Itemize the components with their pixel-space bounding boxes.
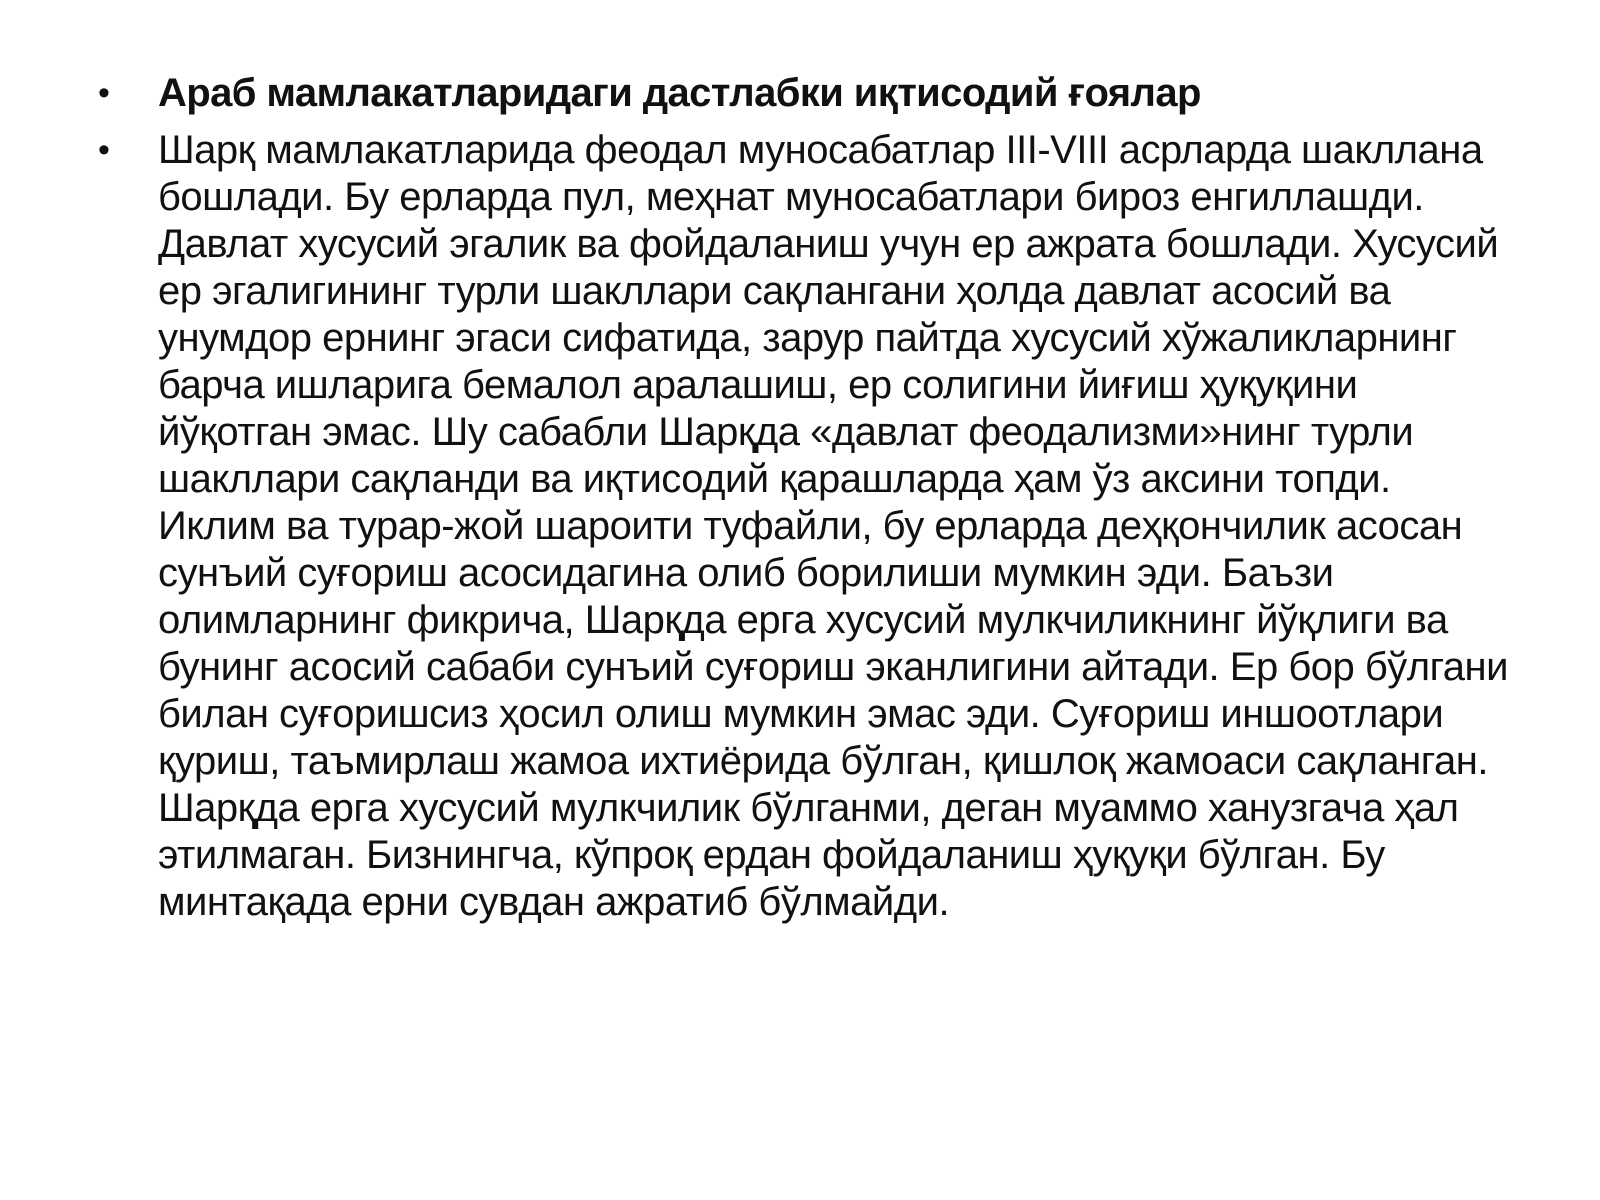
slide-body-text: Шарқ мамлакатларида феодал муносабатлар III-VIII асрларда шакллана бошлади. Бу ерларда пул, меҳнат муносабатлари бироз енгиллашди. Давлат хусусий эгалик ва фойдаланиш учун ер ажрата бошлади. Хусусий ер эгалигининг турли шакллари сақлангани ҳолда давлат асосий ва унумдор ернинг эгаси сифатида, зарур пайтда хусусий хўжаликларнинг барча ишларига бемалол аралашиш, ер солигини йиғиш ҳуқуқини йўқотган эмас. Шу сабабли Шарқда «давлат феодализми»нинг турли шакллари сақланди ва иқтисодий қарашларда ҳам ўз аксини топди. Иклим ва турар-жой шароити туфайли, бу ерларда деҳқончилик асосан сунъий суғориш асосидагина олиб борилиши мумкин эди. Баъзи олимларнинг фикрича, Шарқда ерга хусусий мулкчиликнинг йўқлиги ва бунинг асосий сабаби сунъий суғориш эканлигини айтади. Ер бор бўлгани билан суғоришсиз ҳосил олиш мумкин эмас эди. Суғориш иншоотлари қуриш, таъмирлаш жамоа ихтиёрида бўлган, қишлоқ жамоаси сақланган. Шарқда ерга хусусий мулкчилик бўлганми, деган муаммо ханузгача ҳал этилмаган. Бизнингча, кўпроқ ердан фойдаланиш ҳуқуқи бўлган. Бу минтақада ерни сувдан ажратиб бўлмайди. bbox=[158, 128, 1508, 924]
bullet-item-heading bbox=[96, 70, 1516, 117]
slide-heading: Араб мамлакатларидаги дастлабки иқтисодий ғоялар bbox=[158, 71, 1201, 115]
bullet-item-body bbox=[96, 127, 1516, 926]
bullet-marker: • bbox=[98, 131, 110, 169]
bullet-marker: • bbox=[98, 74, 110, 112]
bullet-list bbox=[96, 70, 1516, 936]
